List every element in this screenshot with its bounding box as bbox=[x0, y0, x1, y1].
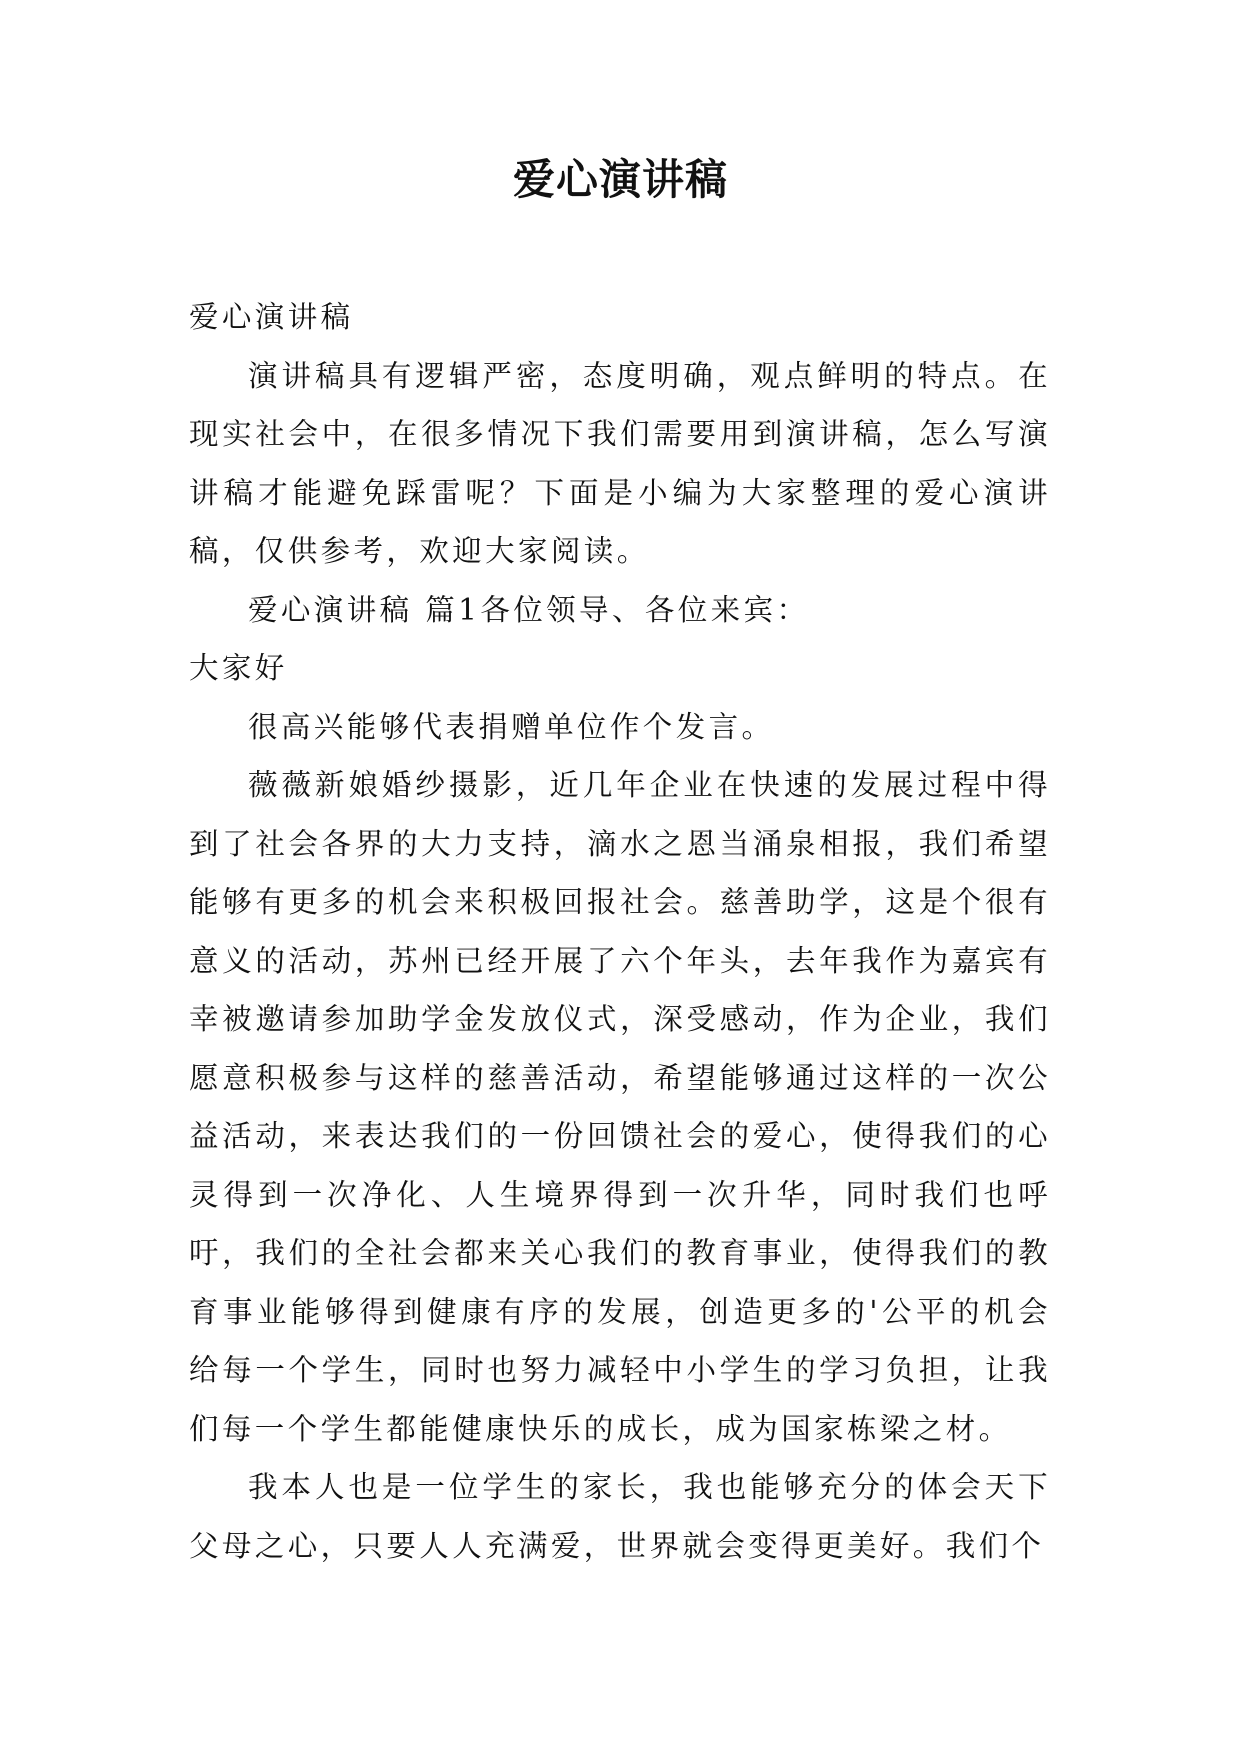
paragraph: 演讲稿具有逻辑严密，态度明确，观点鲜明的特点。在现实社会中，在很多情况下我们需要用到演讲稿，怎么写演讲稿才能避免踩雷呢？下面是小编为大家整理的爱心演讲稿，仅供参考，欢迎大家阅读。 bbox=[189, 358, 1051, 568]
document-body bbox=[189, 288, 1051, 1575]
paragraph: 爱心演讲稿 篇1各位领导、各位来宾： bbox=[248, 592, 810, 627]
paragraph: 大家好 bbox=[189, 651, 288, 685]
paragraph: 我本人也是一位学生的家长，我也能够充分的体会天下父母之心，只要人人充满爱，世界就会变得更美好。我们个 bbox=[189, 1470, 1051, 1563]
document-title: 爱心演讲稿 bbox=[512, 155, 728, 204]
paragraph: 很高兴能够代表捐赠单位作个发言。 bbox=[248, 709, 775, 744]
paragraph: 爱心演讲稿 bbox=[189, 300, 354, 334]
paragraph: 薇薇新娘婚纱摄影，近几年企业在快速的发展过程中得到了社会各界的大力支持，滴水之恩当涌泉相报，我们希望能够有更多的机会来积极回报社会。慈善助学，这是个很有意义的活动，苏州已经开展了六个年头，去年我作为嘉宾有幸被邀请参加助学金发放仪式，深受感动，作为企业，我们愿意积极参与这样的慈善活动，希望能够通过这样的一次公益活动，来表达我们的一份回馈社会的爱心，使得我们的心灵得到一次净化、人生境界得到一次升华，同时我们也呼吁，我们的全社会都来关心我们的教育事业，使得我们的教育事业能够得到健康有序的发展，创造更多的'公平的机会给每一个学生，同时也努力减轻中小学生的学习负担，让我们每一个学生都能健康快乐的成长，成为国家栋梁之材。 bbox=[189, 768, 1051, 1446]
